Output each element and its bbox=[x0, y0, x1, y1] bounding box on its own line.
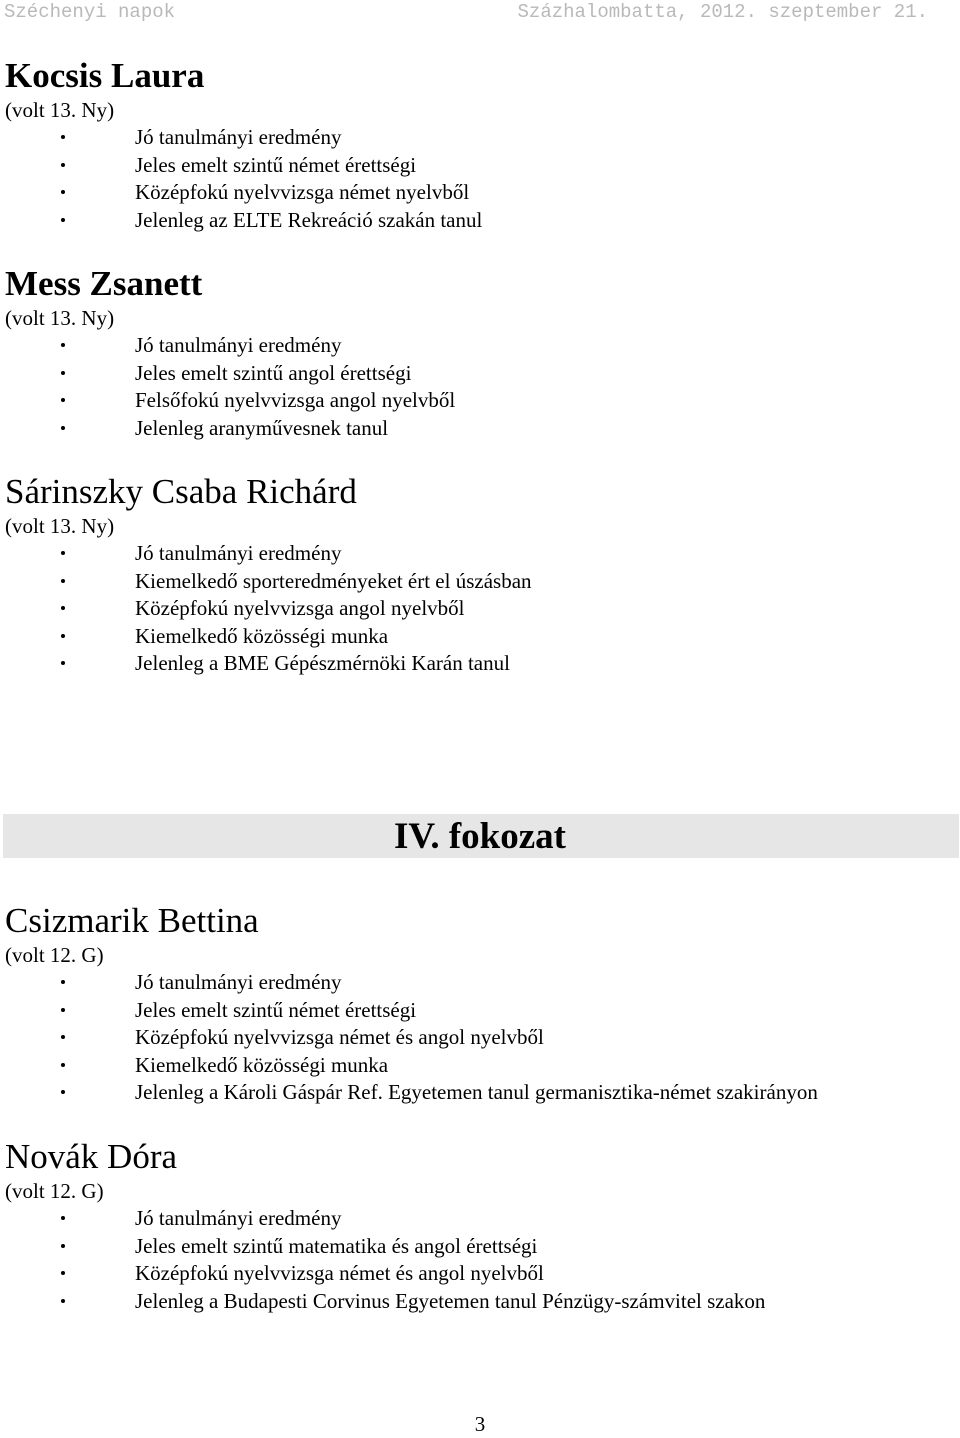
bullet-icon bbox=[61, 426, 65, 430]
achievement-item bbox=[5, 1288, 955, 1316]
bullet-icon bbox=[61, 634, 65, 638]
student-class: (volt 13. Ny) bbox=[5, 98, 115, 122]
achievement-item bbox=[5, 650, 955, 678]
bullet-icon bbox=[61, 398, 65, 402]
achievement-text: Kiemelkedő sporteredményeket ért el úszásban bbox=[135, 568, 532, 593]
achievement-item bbox=[5, 124, 955, 152]
achievement-item bbox=[5, 568, 955, 596]
achievement-list bbox=[5, 1205, 955, 1315]
header-place-date: Százhalombatta, 2012. szeptember 21. bbox=[517, 1, 928, 23]
student-class: (volt 12. G) bbox=[5, 943, 104, 967]
bullet-icon bbox=[61, 551, 65, 555]
achievement-text: Jó tanulmányi eredmény bbox=[135, 541, 342, 565]
page-number: 3 bbox=[474, 1412, 486, 1436]
page-header bbox=[0, 0, 960, 24]
bullet-icon bbox=[61, 1299, 65, 1303]
student-class: (volt 13. Ny) bbox=[5, 306, 115, 330]
achievement-item bbox=[5, 1233, 955, 1261]
bullet-icon bbox=[61, 661, 65, 665]
student-class: (volt 13. Ny) bbox=[5, 514, 115, 538]
bullet-icon bbox=[61, 606, 65, 610]
achievement-text: Középfokú nyelvvizsga angol nyelvből bbox=[135, 596, 465, 621]
achievement-item bbox=[5, 997, 955, 1025]
achievement-list bbox=[5, 124, 955, 234]
student-name: Sárinszky Csaba Richárd bbox=[5, 472, 357, 511]
bullet-icon bbox=[61, 218, 65, 222]
bullet-icon bbox=[61, 163, 65, 167]
bullet-icon bbox=[61, 371, 65, 375]
bullet-icon bbox=[61, 579, 65, 583]
bullet-icon bbox=[61, 1244, 65, 1248]
achievement-item bbox=[5, 332, 955, 360]
achievement-item bbox=[5, 1079, 955, 1107]
bullet-icon bbox=[61, 1271, 65, 1275]
achievement-text: Jelenleg a Károli Gáspár Ref. Egyetemen tanul germanisztika-német szakirányon bbox=[135, 1080, 818, 1105]
student-section-novak-dora bbox=[5, 1137, 955, 1315]
bullet-icon bbox=[61, 190, 65, 194]
achievement-item bbox=[5, 540, 955, 568]
student-name: Novák Dóra bbox=[5, 1137, 178, 1176]
student-section-kocsis-laura bbox=[5, 56, 955, 234]
achievement-text: Jelenleg a BME Gépészmérnöki Karán tanul bbox=[135, 651, 510, 676]
achievement-item bbox=[5, 1205, 955, 1233]
achievement-item bbox=[5, 1024, 955, 1052]
achievement-item bbox=[5, 387, 955, 415]
achievement-text: Jeles emelt szintű német érettségi bbox=[135, 152, 417, 177]
bullet-icon bbox=[61, 1063, 65, 1067]
achievement-text: Jó tanulmányi eredmény bbox=[135, 1206, 342, 1230]
achievement-text: Jeles emelt szintű matematika és angol érettségi bbox=[135, 1233, 538, 1258]
achievement-text: Jeles emelt szintű német érettségi bbox=[135, 997, 417, 1022]
student-name: Kocsis Laura bbox=[5, 56, 205, 95]
bullet-icon bbox=[61, 1035, 65, 1039]
achievement-item bbox=[5, 360, 955, 388]
achievement-item bbox=[5, 415, 955, 443]
bullet-icon bbox=[61, 980, 65, 984]
achievement-item bbox=[5, 152, 955, 180]
achievement-text: Jó tanulmányi eredmény bbox=[135, 333, 342, 357]
achievement-item bbox=[5, 179, 955, 207]
bullet-icon bbox=[61, 343, 65, 347]
achievement-list bbox=[5, 332, 955, 442]
achievement-item bbox=[5, 969, 955, 997]
student-section-csizmarik-bettina bbox=[5, 901, 955, 1107]
bullet-icon bbox=[61, 135, 65, 139]
achievement-text: Jeles emelt szintű angol érettségi bbox=[135, 360, 412, 385]
achievement-text: Középfokú nyelvvizsga német nyelvből bbox=[135, 180, 470, 205]
achievement-item bbox=[5, 623, 955, 651]
achievement-text: Középfokú nyelvvizsga német és angol nyelvből bbox=[135, 1261, 544, 1286]
achievement-item bbox=[5, 207, 955, 235]
achievement-text: Jó tanulmányi eredmény bbox=[135, 125, 342, 149]
achievement-list bbox=[5, 540, 955, 678]
achievement-list bbox=[5, 969, 955, 1107]
achievement-text: Jelenleg az ELTE Rekreáció szakán tanul bbox=[135, 207, 483, 232]
achievement-item bbox=[5, 1052, 955, 1080]
achievement-text: Kiemelkedő közösségi munka bbox=[135, 1052, 389, 1077]
bullet-icon bbox=[61, 1090, 65, 1094]
achievement-item bbox=[5, 1260, 955, 1288]
achievement-text: Kiemelkedő közösségi munka bbox=[135, 623, 389, 648]
achievement-text: Középfokú nyelvvizsga német és angol nyelvből bbox=[135, 1025, 544, 1050]
bullet-icon bbox=[61, 1216, 65, 1220]
achievement-text: Felsőfokú nyelvvizsga angol nyelvből bbox=[135, 388, 456, 413]
achievement-text: Jelenleg aranyművesnek tanul bbox=[135, 415, 389, 440]
grade-heading: IV. fokozat bbox=[394, 816, 566, 857]
bullet-icon bbox=[61, 1008, 65, 1012]
student-class: (volt 12. G) bbox=[5, 1179, 104, 1203]
student-name: Mess Zsanett bbox=[5, 264, 203, 303]
student-section-mess-zsanett bbox=[5, 264, 955, 442]
student-section-sarinszky-csaba-richard bbox=[5, 472, 955, 678]
achievement-item bbox=[5, 595, 955, 623]
achievement-text: Jó tanulmányi eredmény bbox=[135, 970, 342, 994]
achievement-text: Jelenleg a Budapesti Corvinus Egyetemen tanul Pénzügy-számvitel szakon bbox=[135, 1288, 766, 1313]
student-name: Csizmarik Bettina bbox=[5, 901, 259, 940]
header-event-title: Széchenyi napok bbox=[4, 1, 176, 23]
